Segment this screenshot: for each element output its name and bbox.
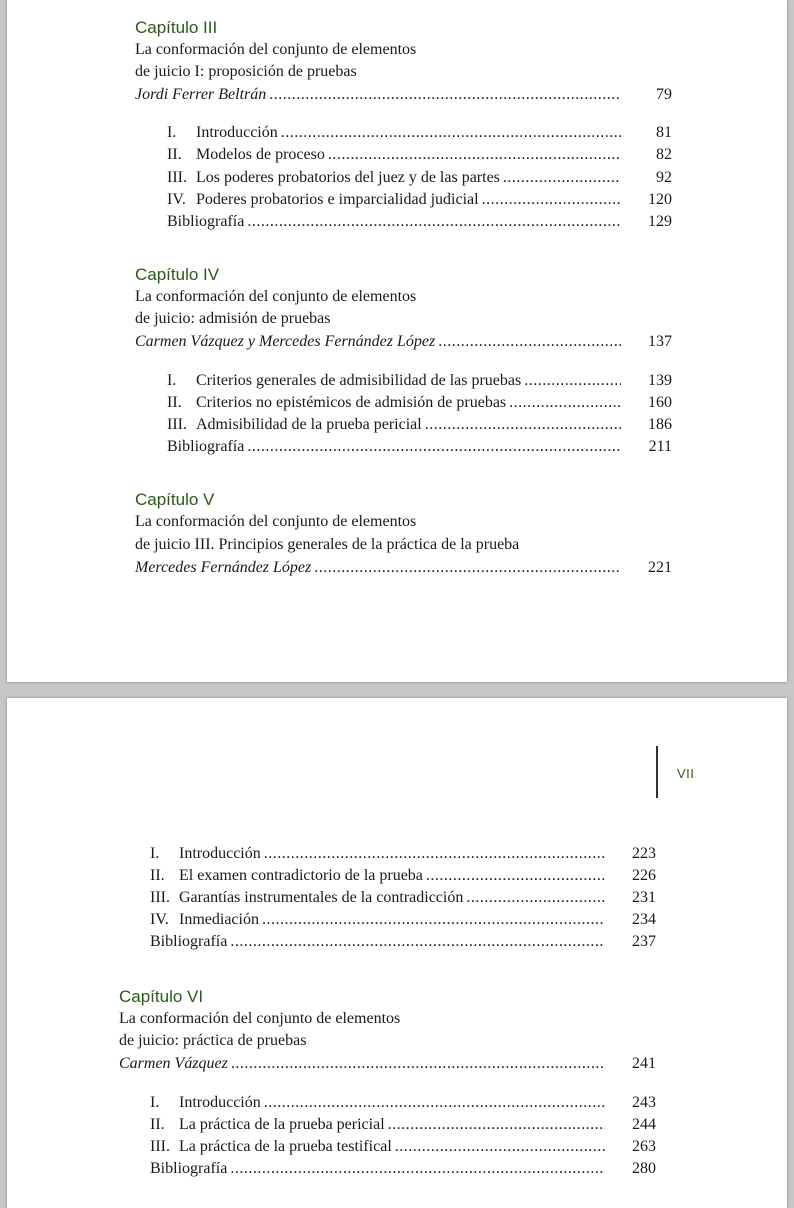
section-label: Garantías instrumentales de la contradicción xyxy=(179,889,464,906)
toc-section-row[interactable] xyxy=(167,414,672,436)
chapter-heading: Capítulo IV xyxy=(135,265,220,284)
page-number: 221 xyxy=(648,559,672,576)
toc-author-row[interactable] xyxy=(135,557,672,579)
section-number: IV. xyxy=(167,191,186,208)
section-label: El examen contradictorio de la prueba xyxy=(179,867,423,884)
section-number: II. xyxy=(167,394,182,411)
folio-rule xyxy=(656,746,658,798)
section-label: Bibliografía xyxy=(167,438,245,455)
toc-section-row[interactable] xyxy=(150,887,656,909)
section-label: Introducción xyxy=(179,845,261,862)
chapter-title-line: La conformación del conjunto de elementos xyxy=(119,1010,401,1027)
toc-section-row[interactable] xyxy=(167,189,672,211)
toc-page-1 xyxy=(7,0,787,682)
section-number: I. xyxy=(150,845,160,862)
page-number: 263 xyxy=(632,1138,656,1155)
section-label: Modelos de proceso xyxy=(196,146,325,163)
section-label: Los poderes probatorios del juez y de las partes xyxy=(196,169,500,186)
toc-section-row[interactable] xyxy=(167,122,672,144)
toc-section-row[interactable] xyxy=(150,1092,656,1114)
toc-author-row[interactable] xyxy=(119,1053,656,1075)
leader-dots xyxy=(524,370,621,392)
leader-dots xyxy=(247,211,621,233)
toc-bibliography-row[interactable] xyxy=(167,211,672,233)
leader-dots xyxy=(328,144,621,166)
leader-dots xyxy=(482,189,621,211)
page-number: 139 xyxy=(648,372,672,389)
section-label: Bibliografía xyxy=(167,213,245,230)
author-name: Carmen Vázquez xyxy=(119,1055,228,1072)
leader-dots xyxy=(264,843,605,865)
page-number: 186 xyxy=(648,416,672,433)
page-number: 237 xyxy=(632,933,656,950)
toc-section-row[interactable] xyxy=(150,865,656,887)
section-number: I. xyxy=(167,124,177,141)
author-name: Mercedes Fernández López xyxy=(135,559,312,576)
leader-dots xyxy=(231,1053,605,1075)
page-number: 79 xyxy=(656,86,672,103)
section-label: Inmediación xyxy=(179,911,259,928)
page-number: 226 xyxy=(632,867,656,884)
leader-dots xyxy=(230,931,605,953)
toc-bibliography-row[interactable] xyxy=(150,931,656,953)
leader-dots xyxy=(247,436,621,458)
leader-dots xyxy=(230,1158,605,1180)
leader-dots xyxy=(262,909,605,931)
toc-section-row[interactable] xyxy=(167,392,672,414)
section-label: Admisibilidad de la prueba pericial xyxy=(196,416,422,433)
chapter-title-line: de juicio: práctica de pruebas xyxy=(119,1032,307,1049)
section-label: Criterios no epistémicos de admisión de pruebas xyxy=(196,394,507,411)
author-name: Jordi Ferrer Beltrán xyxy=(135,86,267,103)
toc-section-row[interactable] xyxy=(150,843,656,865)
page-number: 81 xyxy=(656,124,672,141)
page-number: 280 xyxy=(632,1160,656,1177)
toc-section-row[interactable] xyxy=(167,167,672,189)
section-number: II. xyxy=(150,1116,165,1133)
toc-page-2 xyxy=(7,698,787,1208)
leader-dots xyxy=(388,1114,605,1136)
leader-dots xyxy=(264,1092,605,1114)
page-number: 243 xyxy=(632,1094,656,1111)
toc-author-row[interactable] xyxy=(135,331,672,353)
chapter-title-line: La conformación del conjunto de elementos xyxy=(135,513,417,530)
toc-section-row[interactable] xyxy=(150,909,656,931)
page-number: 241 xyxy=(632,1055,656,1072)
section-number: II. xyxy=(167,146,182,163)
section-label: Bibliografía xyxy=(150,1160,228,1177)
section-number: III. xyxy=(150,1138,170,1155)
page-number: 137 xyxy=(648,333,672,350)
leader-dots xyxy=(509,392,621,414)
page-number: 82 xyxy=(656,146,672,163)
page-number: 129 xyxy=(648,213,672,230)
section-label: Criterios generales de admisibilidad de las pruebas xyxy=(196,372,522,389)
toc-section-row[interactable] xyxy=(150,1136,656,1158)
section-label: Bibliografía xyxy=(150,933,228,950)
leader-dots xyxy=(425,414,621,436)
page-number: 231 xyxy=(632,889,656,906)
leader-dots xyxy=(426,865,605,887)
chapter-heading: Capítulo V xyxy=(135,490,215,509)
toc-section-row[interactable] xyxy=(167,144,672,166)
toc-author-row[interactable] xyxy=(135,84,672,106)
page-number: 120 xyxy=(648,191,672,208)
author-name: Carmen Vázquez y Mercedes Fernández López xyxy=(135,333,436,350)
section-number: I. xyxy=(167,372,177,389)
section-number: III. xyxy=(150,889,170,906)
section-number: III. xyxy=(167,169,187,186)
leader-dots xyxy=(466,887,605,909)
chapter-title-line: de juicio I: proposición de pruebas xyxy=(135,63,357,80)
chapter-title-line: La conformación del conjunto de elementos xyxy=(135,41,417,58)
section-label: La práctica de la prueba pericial xyxy=(179,1116,385,1133)
section-number: II. xyxy=(150,867,165,884)
toc-section-row[interactable] xyxy=(150,1114,656,1136)
toc-section-row[interactable] xyxy=(167,370,672,392)
section-number: III. xyxy=(167,416,187,433)
folio-number: VII xyxy=(677,766,695,781)
chapter-title-line: de juicio: admisión de pruebas xyxy=(135,310,331,327)
page-number: 244 xyxy=(632,1116,656,1133)
section-label: Poderes probatorios e imparcialidad judicial xyxy=(196,191,479,208)
page-number: 211 xyxy=(648,438,672,455)
section-label: La práctica de la prueba testifical xyxy=(179,1138,392,1155)
chapter-title-line: de juicio III. Principios generales de la práctica de la prueba xyxy=(135,536,520,553)
page-number: 160 xyxy=(648,394,672,411)
chapter-heading: Capítulo VI xyxy=(119,987,204,1006)
leader-dots xyxy=(395,1136,605,1158)
toc-bibliography-row[interactable] xyxy=(167,436,672,458)
page-number: 223 xyxy=(632,845,656,862)
page-number: 234 xyxy=(632,911,656,928)
page-number: 92 xyxy=(656,169,672,186)
chapter-title-line: La conformación del conjunto de elementos xyxy=(135,288,417,305)
section-label: Introducción xyxy=(179,1094,261,1111)
leader-dots xyxy=(438,331,621,353)
leader-dots xyxy=(281,122,621,144)
toc-bibliography-row[interactable] xyxy=(150,1158,656,1180)
chapter-heading: Capítulo III xyxy=(135,18,218,37)
section-label: Introducción xyxy=(196,124,278,141)
leader-dots xyxy=(269,84,621,106)
section-number: IV. xyxy=(150,911,169,928)
leader-dots xyxy=(314,557,621,579)
section-number: I. xyxy=(150,1094,160,1111)
leader-dots xyxy=(503,167,621,189)
